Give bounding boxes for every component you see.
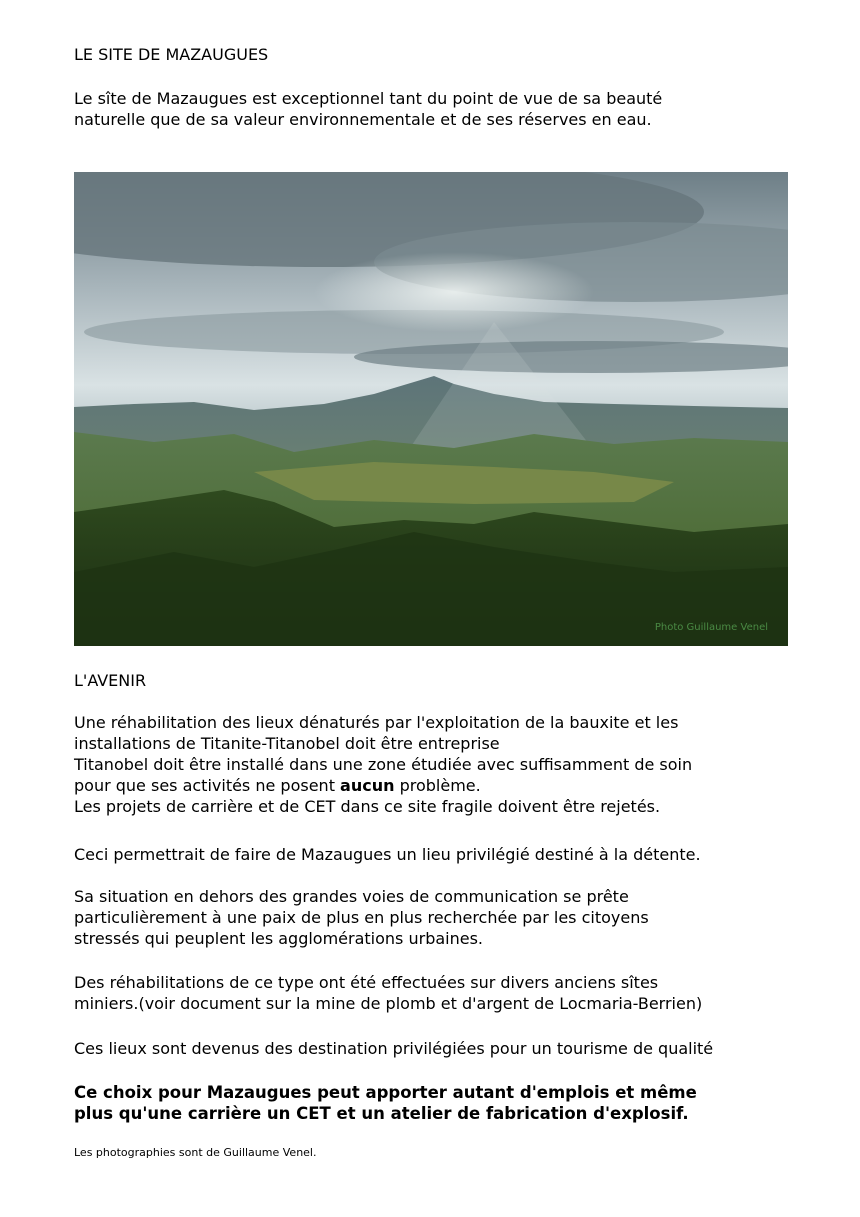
text-segment: problème. — [394, 776, 481, 795]
text-line: plus qu'une carrière un CET et un atelier de fabrication d'explosif. — [74, 1104, 689, 1123]
mountain-landscape-icon — [74, 172, 788, 646]
intro-line: naturelle que de sa valeur environnementale et de ses réserves en eau. — [74, 110, 652, 129]
avenir-paragraph-4 — [74, 972, 788, 1014]
avenir-paragraph-1 — [74, 712, 788, 817]
landscape-photo — [74, 172, 788, 646]
text-line: Des réhabilitations de ce type ont été effectuées sur divers anciens sîtes — [74, 973, 659, 992]
text-line: Ce choix pour Mazaugues peut apporter autant d'emplois et même — [74, 1083, 697, 1102]
text-line: Les projets de carrière et de CET dans ce site fragile doivent être rejetés. — [74, 797, 661, 816]
photo-credit: Photo Guillaume Venel — [654, 622, 768, 633]
emphasis-text: aucun — [340, 776, 395, 795]
avenir-paragraph-3 — [74, 886, 788, 949]
avenir-paragraph-2: Ceci permettrait de faire de Mazaugues un lieu privilégié destiné à la détente. — [74, 845, 701, 864]
text-segment: pour que ses activités ne posent — [74, 776, 341, 795]
text-line: Sa situation en dehors des grandes voies de communication se prête — [74, 887, 629, 906]
text-line — [74, 775, 788, 796]
avenir-paragraph-5: Ces lieux sont devenus des destination privilégiées pour un tourisme de qualité — [74, 1039, 714, 1058]
text-line: Une réhabilitation des lieux dénaturés par l'exploitation de la bauxite et les — [74, 713, 679, 732]
text-line: miniers.(voir document sur la mine de plomb et d'argent de Locmaria-Berrien) — [74, 994, 703, 1013]
text-line: Titanobel doit être installé dans une zone étudiée avec suffisamment de soin — [74, 755, 693, 774]
section-title-avenir: L'AVENIR — [74, 671, 147, 690]
conclusion-paragraph — [74, 1082, 788, 1124]
text-line: particulièrement à une paix de plus en plus recherchée par les citoyens — [74, 908, 649, 927]
intro-line: Le sîte de Mazaugues est exceptionnel tant du point de vue de sa beauté — [74, 89, 663, 108]
intro-paragraph — [74, 88, 788, 130]
page-title: LE SITE DE MAZAUGUES — [74, 45, 269, 64]
text-line: stressés qui peuplent les agglomérations urbaines. — [74, 929, 484, 948]
photo-footnote: Les photographies sont de Guillaume Venel. — [74, 1146, 317, 1159]
text-line: installations de Titanite-Titanobel doit être entreprise — [74, 734, 500, 753]
